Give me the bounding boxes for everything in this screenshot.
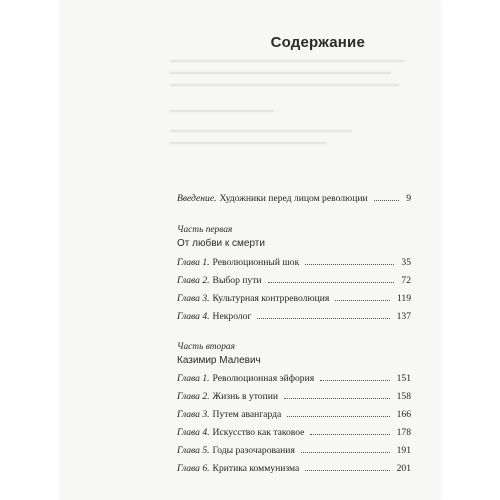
entry-page-number: 119 [396,293,411,304]
entry-page-number: 166 [396,409,411,420]
entry-chapter: Глава 2. [177,391,210,402]
entry-chapter: Глава 1. [177,257,210,268]
entry-chapter: Глава 4. [177,427,210,438]
bleed-through-text [170,50,430,170]
entry-title: Культурная контрреволюция [212,293,330,304]
part-name: От любви к смерти [177,238,265,249]
entry-title: Революционная эйфория [212,373,315,384]
part-name: Казимир Малевич [177,355,261,366]
entry-page-number: 191 [396,445,411,456]
entry-page-number: 72 [401,275,411,286]
dot-leader [287,416,389,417]
book-page [60,0,440,500]
dot-leader [257,318,389,319]
entry-page-number: 151 [396,373,411,384]
dot-leader [284,398,390,399]
dot-leader [374,200,400,201]
toc-entry [177,409,411,421]
dot-leader [320,380,389,381]
dot-leader [268,282,395,283]
entry-chapter: Глава 3. [177,409,210,420]
toc-entry [177,463,411,475]
entry-chapter: Глава 3. [177,293,210,304]
entry-page-number: 9 [406,193,411,204]
toc-entry [177,373,411,385]
entry-title: Жизнь в утопии [212,391,278,402]
entry-page-number: 137 [396,311,411,322]
entry-chapter: Глава 1. [177,373,210,384]
entry-title: Годы разочарования [212,445,295,456]
part-label: Часть первая [177,225,233,235]
entry-chapter: Введение. [177,193,217,204]
part-label: Часть вторая [177,342,235,352]
entry-chapter: Глава 5. [177,445,210,456]
entry-page-number: 201 [396,463,411,474]
toc-entry [177,275,411,287]
entry-title: Художники перед лицом революции [219,193,368,204]
dot-leader [305,264,394,265]
entry-page-number: 178 [396,427,411,438]
toc-heading: Содержание [270,34,365,51]
toc-entry [177,445,411,457]
dot-leader [301,452,390,453]
toc-entry [177,427,411,439]
entry-title: Некролог [212,311,252,322]
toc-entry [177,311,411,323]
dot-leader [335,300,390,301]
entry-chapter: Глава 6. [177,463,210,474]
toc-entry-intro [177,193,411,205]
toc-entry [177,293,411,305]
entry-page-number: 158 [396,391,411,402]
dot-leader [305,470,389,471]
entry-title: Революционный шок [212,257,300,268]
entry-title: Путем авангарда [212,409,282,420]
toc-entry [177,257,411,269]
entry-chapter: Глава 2. [177,275,210,286]
entry-chapter: Глава 4. [177,311,210,322]
entry-title: Выбор пути [212,275,262,286]
entry-page-number: 35 [401,257,411,268]
dot-leader [310,434,389,435]
entry-title: Критика коммунизма [212,463,300,474]
toc-entry [177,391,411,403]
entry-title: Искусство как таковое [212,427,305,438]
